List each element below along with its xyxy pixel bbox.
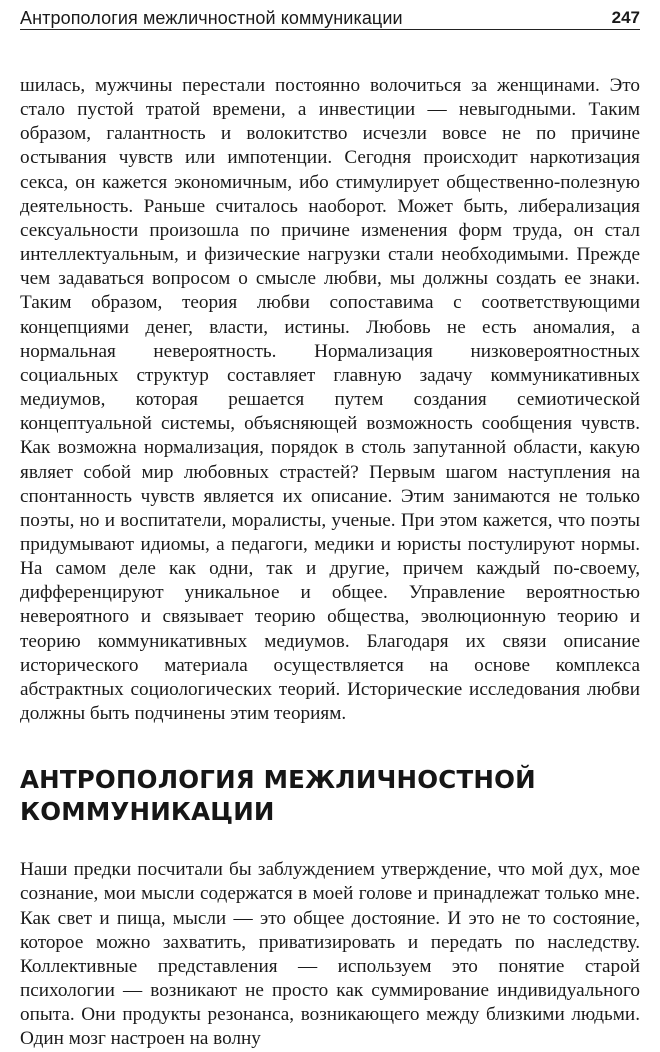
- page-number: 247: [611, 8, 640, 27]
- section-heading: АНТРОПОЛОГИЯ МЕЖЛИЧНОСТНОЙ КОММУНИКАЦИИ: [20, 765, 536, 827]
- running-head: [20, 0, 640, 30]
- body-paragraph: Наши предки посчитали бы заблуждением утверждение, что мой дух, мое сознание, мои мысли содержатся в моей голове и принадлежат только мне. Как свет и пища, мысли — это общее достояние. И это не то состояние, которое можно захватить, приватизировать и передать по наследству. Коллективные представления — используем это понятие старой психологии — возникают не просто как суммирование индивидуального опыта. Они продукты резонанса, возникающего между близкими людьми. Один мозг настроен на волну: [20, 859, 640, 1050]
- body-paragraph: шилась, мужчины перестали постоянно волочиться за женщинами. Это стало пустой тратой времени, а инвестиции — невыгодными. Таким образом, галантность и волокитство исчезли вовсе не по причине остывания чувств или импотенции. Сегодня происходит наркотизация секса, он кажется экономичным, ибо стимулирует общественно-полезную деятельность. Раньше считалось наоборот. Может быть, либерализация сексуальности произошла по причине изменения форм труда, он стал интеллектуальным, и физические нагрузки стали необходимыми. Прежде чем задаваться вопросом о смысле любви, мы должны создать ее знаки. Таким образом, теория любви сопоставима с соответствующими концепциями денег, власти, истины. Любовь не есть аномалия, а нормальная невероятность. Нормализация низковероятностных социальных структур составляет главную задачу коммуникативных медиумов, которая решается путем создания семиотической концептуальной системы, объясняющей возможность сообщения чувств. Как возможна нормализация, порядок в столь запутанной области, какую являет собой мир любовных страстей? Первым шагом наступления на спонтанность чувств является их описание. Этим занимаются не только поэты, но и воспитатели, моралисты, ученые. При этом кажется, что поэты придумывают идиомы, а педагоги, медики и юристы постулируют нормы. На самом деле как одни, так и другие, причем каждый по-своему, дифференцируют уникальное и общее. Управление вероятностью невероятного и связывает теорию общества, эволюционную теорию и теорию коммуникативных медиумов. Благодаря их связи описание исторического материала осуществляется на основе комплекса абстрактных социологических теорий. Исторические исследования любви должны быть подчинены этим теориям.: [20, 75, 640, 725]
- running-head-title: Антропология межличностной коммуникации: [20, 8, 403, 28]
